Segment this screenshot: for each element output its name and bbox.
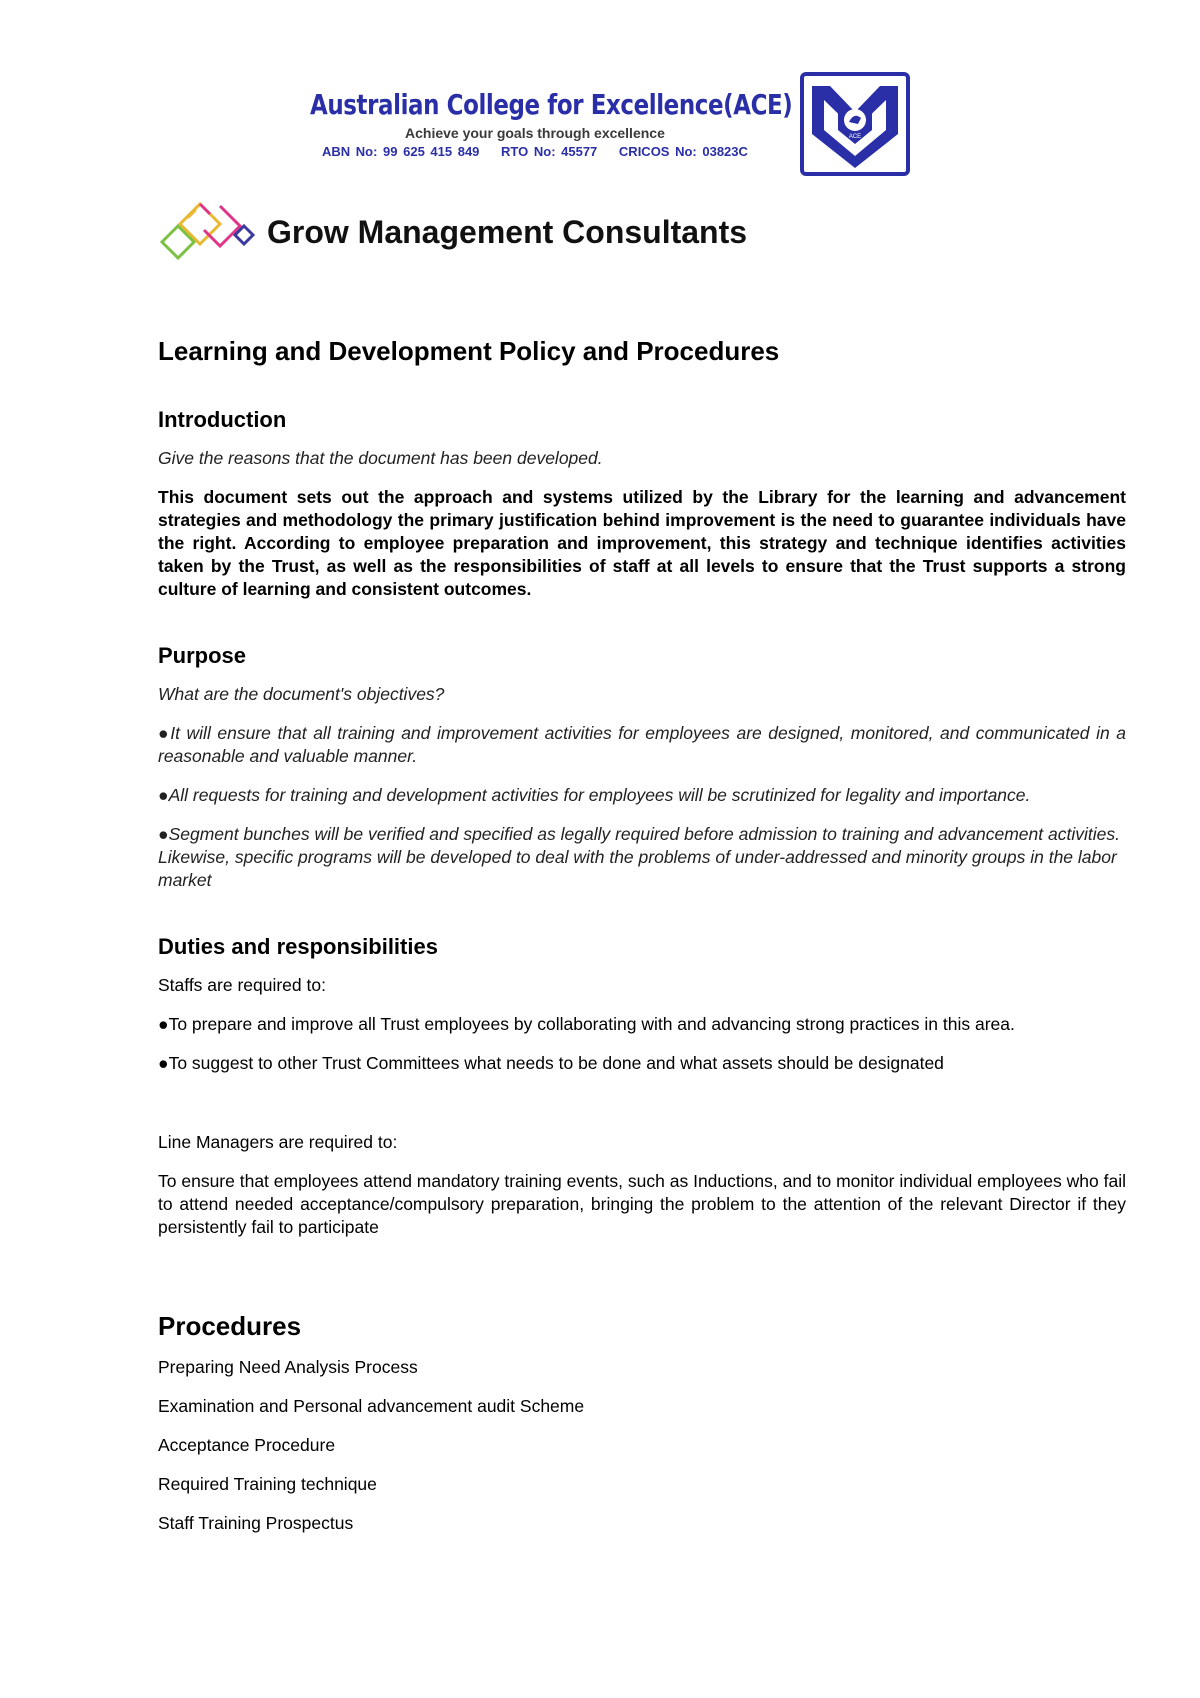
diamond-logo-icon [158, 196, 258, 271]
procedures-heading: Procedures [158, 1311, 302, 1341]
document-body [158, 336, 1126, 1551]
logo-text: ACE [848, 134, 862, 140]
staff-bullet-2: ●To suggest to other Trust Committees what needs to be done and what assets should be designated [158, 1053, 944, 1073]
procedure-item: Staff Training Prospectus [158, 1513, 354, 1533]
purpose-prompt: What are the document's objectives? [158, 684, 445, 704]
company-header [158, 196, 858, 276]
introduction-body: This document sets out the approach and systems utilized by the Library for the learning and advancement strategies and methodology the primary justification behind improvement is the need to guarantee individuals have the right. According to employee preparation and improvement, this strategy and technique identifies activities taken by the Trust, as well as the responsibilities of staff at all levels to ensure that the Trust supports a strong culture of learning and consistent outcomes. [158, 487, 1126, 599]
introduction-heading: Introduction [158, 407, 287, 432]
introduction-prompt: Give the reasons that the document has been developed. [158, 448, 603, 468]
college-name: Australian College for Excellence(ACE) [310, 88, 793, 121]
abn-number: ABN No: 99 625 415 849 [322, 144, 480, 159]
purpose-bullet-3: ●Segment bunches will be verified and specified as legally required before admission to training and advancement activities. Likewise, specific programs will be developed to deal with the problems of under-addressed and minority groups in the labor market [158, 824, 1120, 890]
procedure-item: Required Training technique [158, 1474, 377, 1494]
purpose-bullet-1: ●It will ensure that all training and improvement activities for employees are designed, monitored, and communicated in a reasonable and valuable manner. [158, 723, 1126, 766]
cricos-number: CRICOS No: 03823C [618, 144, 748, 159]
company-name: Grow Management Consultants [267, 214, 748, 250]
college-tagline: Achieve your goals through excellence [405, 125, 665, 141]
college-registration-numbers [310, 144, 790, 159]
letterhead [300, 70, 920, 182]
document-title: Learning and Development Policy and Procedures [158, 336, 780, 366]
ace-shield-logo-icon [800, 72, 910, 176]
managers-intro: Line Managers are required to: [158, 1132, 398, 1152]
purpose-heading: Purpose [158, 643, 247, 668]
staff-bullet-1: ●To prepare and improve all Trust employees by collaborating with and advancing strong practices in this area. [158, 1014, 1015, 1034]
staff-intro: Staffs are required to: [158, 975, 326, 995]
duties-heading: Duties and responsibilities [158, 934, 438, 959]
procedure-item: Preparing Need Analysis Process [158, 1357, 418, 1377]
procedure-item: Examination and Personal advancement audit Scheme [158, 1396, 585, 1416]
procedure-item: Acceptance Procedure [158, 1435, 336, 1455]
purpose-bullet-2: ●All requests for training and development activities for employees will be scrutinized for legality and importance. [158, 785, 1031, 805]
rto-number: RTO No: 45577 [501, 144, 598, 159]
letterhead-text [310, 88, 793, 159]
managers-text: To ensure that employees attend mandatory training events, such as Inductions, and to monitor individual employees who fail to attend needed acceptance/compulsory preparation, bringing the problem to the attention of the relevant Director if they persistently fail to participate [158, 1171, 1126, 1237]
